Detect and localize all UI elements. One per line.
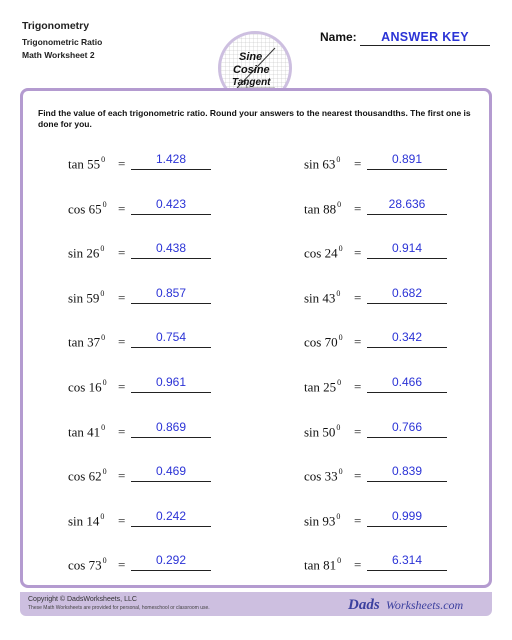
degree-mark: 0 [337, 556, 342, 566]
degree-mark: 0 [337, 199, 342, 209]
equals-sign: = [354, 468, 362, 484]
degree-mark: 0 [338, 244, 343, 254]
equals-sign: = [118, 423, 126, 439]
answer-field[interactable] [367, 197, 447, 215]
equals-sign: = [118, 334, 126, 350]
degree-mark: 0 [337, 378, 342, 387]
problem-item [304, 152, 454, 172]
degree-mark: 0 [102, 467, 107, 477]
answer-value: 28.636 [388, 196, 426, 211]
name-field-row [320, 28, 490, 48]
problem-expression [68, 290, 104, 306]
answer-value: 0.839 [391, 464, 423, 479]
worksheet-subtitle: Trigonometric Ratio [22, 37, 103, 47]
problem-expression [68, 424, 105, 440]
problem-item [304, 375, 454, 395]
problem-expression [68, 201, 107, 217]
angle-value: 63 [322, 156, 336, 172]
answer-value: 0.342 [391, 330, 423, 345]
answer-field[interactable] [367, 464, 447, 482]
problem-item [304, 420, 454, 440]
worksheet-title: Trigonometry [22, 20, 90, 32]
problem-item [304, 464, 454, 484]
trig-function: cos [304, 334, 322, 350]
answer-field[interactable] [131, 509, 211, 527]
angle-value: 55 [87, 156, 101, 172]
name-value: ANSWER KEY [381, 30, 469, 44]
problem-expression [68, 334, 105, 350]
answer-value: 0.292 [155, 553, 187, 568]
equals-sign: = [354, 423, 362, 439]
answer-value: 0.682 [391, 285, 423, 300]
problem-item [304, 553, 454, 573]
answer-field[interactable] [131, 464, 211, 482]
answer-field[interactable] [367, 420, 447, 438]
name-field[interactable] [360, 28, 490, 46]
trig-function: tan [304, 379, 320, 395]
angle-value: 81 [323, 557, 337, 573]
problem-item [68, 152, 218, 172]
answer-field[interactable] [367, 152, 447, 170]
degree-mark: 0 [336, 511, 341, 521]
angle-value: 37 [87, 334, 101, 350]
degree-mark: 0 [100, 511, 105, 521]
trig-function: sin [304, 423, 320, 439]
trig-function: tan [304, 200, 320, 216]
answer-field[interactable] [367, 241, 447, 259]
problem-item [68, 464, 218, 484]
angle-value: 50 [322, 423, 336, 439]
copyright-text: Copyright © DadsWorksheets, LLC [28, 596, 137, 603]
angle-value: 43 [322, 290, 336, 306]
degree-mark: 0 [102, 199, 107, 209]
problem-item [304, 241, 454, 261]
answer-field[interactable] [367, 553, 447, 571]
answer-value: 0.857 [155, 285, 187, 300]
equals-sign: = [354, 512, 362, 528]
equals-sign: = [354, 557, 362, 573]
angle-value: 26 [86, 245, 100, 261]
trig-function: sin [68, 245, 84, 261]
brand-lead: Dads [348, 597, 380, 613]
problem-expression [68, 245, 104, 261]
trig-function: cos [304, 468, 322, 484]
answer-field[interactable] [131, 420, 211, 438]
answer-value: 0.961 [155, 375, 187, 389]
problem-expression [304, 156, 340, 172]
problem-item [304, 197, 454, 217]
answer-field[interactable] [131, 375, 211, 393]
trig-function: cos [304, 245, 322, 261]
answer-field[interactable] [367, 509, 447, 527]
dadsworksheets-logo [346, 594, 486, 614]
problem-expression [68, 156, 105, 172]
angle-value: 41 [87, 423, 101, 439]
degree-mark: 0 [336, 288, 341, 298]
trig-function: sin [304, 156, 320, 172]
equals-sign: = [354, 289, 362, 305]
answer-value: 0.754 [155, 330, 187, 345]
answer-value: 6.314 [391, 553, 423, 568]
problem-expression [304, 557, 341, 573]
problem-item [68, 286, 218, 306]
equals-sign: = [354, 156, 362, 171]
instructions: Find the value of each trigonometric ratio. Round your answers to the nearest thousandths. The first one is done for you. [38, 108, 471, 129]
problem-expression [304, 201, 341, 217]
answer-value: 0.423 [155, 196, 187, 211]
degree-mark: 0 [338, 333, 343, 343]
answer-value: 0.466 [391, 375, 423, 389]
problem-item [68, 509, 218, 529]
equals-sign: = [354, 245, 362, 261]
answer-value: 0.869 [155, 419, 187, 434]
equals-sign: = [118, 156, 126, 171]
answer-value: 0.438 [155, 241, 187, 256]
answer-field[interactable] [367, 286, 447, 304]
equals-sign: = [118, 557, 126, 573]
answer-value: 0.914 [391, 241, 423, 256]
problem-expression [304, 513, 340, 529]
answer-value: 0.999 [391, 508, 423, 523]
equals-sign: = [118, 200, 126, 216]
problem-expression [304, 334, 343, 350]
problem-expression [68, 513, 104, 529]
answer-field[interactable] [131, 553, 211, 571]
equals-sign: = [118, 512, 126, 528]
answer-field[interactable] [367, 375, 447, 393]
problem-item [68, 553, 218, 573]
trig-function: cos [68, 379, 86, 395]
problem-expression [304, 424, 340, 440]
problem-item [68, 241, 218, 261]
problem-item [68, 330, 218, 350]
angle-value: 14 [86, 513, 100, 529]
answer-value: 0.242 [155, 508, 187, 523]
angle-value: 62 [88, 468, 102, 484]
answer-field[interactable] [131, 197, 211, 215]
angle-value: 70 [324, 334, 338, 350]
equals-sign: = [118, 379, 126, 394]
trig-function: sin [68, 290, 84, 306]
problem-item [68, 420, 218, 440]
problem-item [68, 197, 218, 217]
disclaimer-text: These Math Worksheets are provided for personal, homeschool or classroom use. [28, 605, 210, 611]
answer-value: 1.428 [155, 152, 187, 166]
problem-expression [304, 245, 343, 261]
trig-function: tan [304, 557, 320, 573]
degree-mark: 0 [338, 467, 343, 477]
trig-function: sin [68, 513, 84, 529]
problem-item [304, 330, 454, 350]
trig-function: cos [68, 468, 86, 484]
answer-field[interactable] [131, 330, 211, 348]
equals-sign: = [354, 200, 362, 216]
answer-value: 0.766 [391, 419, 423, 434]
angle-value: 93 [322, 513, 336, 529]
problem-expression [304, 468, 343, 484]
degree-mark: 0 [336, 422, 341, 432]
degree-mark: 0 [336, 155, 341, 164]
answer-value: 0.469 [155, 464, 187, 479]
brand-tail: Worksheets.com [386, 598, 464, 612]
equals-sign: = [354, 334, 362, 350]
degree-mark: 0 [100, 288, 105, 298]
angle-value: 65 [88, 200, 102, 216]
worksheet-header [22, 20, 102, 62]
angle-value: 73 [88, 557, 102, 573]
degree-mark: 0 [100, 244, 105, 254]
angle-value: 24 [324, 245, 338, 261]
logo-word-tangent: Tangent [232, 77, 271, 88]
problem-item [304, 286, 454, 306]
footer-band [20, 592, 492, 616]
answer-value: 0.891 [391, 152, 423, 166]
degree-mark: 0 [101, 155, 106, 164]
angle-value: 25 [323, 379, 337, 395]
degree-mark: 0 [102, 378, 107, 387]
problem-expression [304, 379, 341, 395]
trig-function: sin [304, 513, 320, 529]
problem-expression [304, 290, 340, 306]
angle-value: 59 [86, 290, 100, 306]
trig-function: cos [68, 557, 86, 573]
problem-expression [68, 557, 107, 573]
degree-mark: 0 [101, 333, 106, 343]
logo-word-sine: Sine [239, 51, 263, 63]
angle-value: 33 [324, 468, 338, 484]
logo-word-cosine: Cosine [233, 64, 270, 76]
equals-sign: = [118, 289, 126, 305]
trig-function: cos [68, 200, 86, 216]
problem-item [304, 509, 454, 529]
trig-function: tan [68, 156, 84, 172]
trig-function: sin [304, 290, 320, 306]
trig-function: tan [68, 334, 84, 350]
worksheet-number: Math Worksheet 2 [22, 50, 95, 60]
equals-sign: = [354, 379, 362, 394]
angle-value: 88 [323, 200, 337, 216]
problem-expression [68, 379, 107, 395]
answer-field[interactable] [131, 152, 211, 170]
equals-sign: = [118, 245, 126, 261]
angle-value: 16 [88, 379, 102, 395]
equals-sign: = [118, 468, 126, 484]
trig-function: tan [68, 423, 84, 439]
degree-mark: 0 [102, 556, 107, 566]
degree-mark: 0 [101, 422, 106, 432]
answer-field[interactable] [131, 241, 211, 259]
answer-field[interactable] [367, 330, 447, 348]
answer-field[interactable] [131, 286, 211, 304]
name-label: Name: [320, 30, 357, 44]
problem-item [68, 375, 218, 395]
problem-expression [68, 468, 107, 484]
